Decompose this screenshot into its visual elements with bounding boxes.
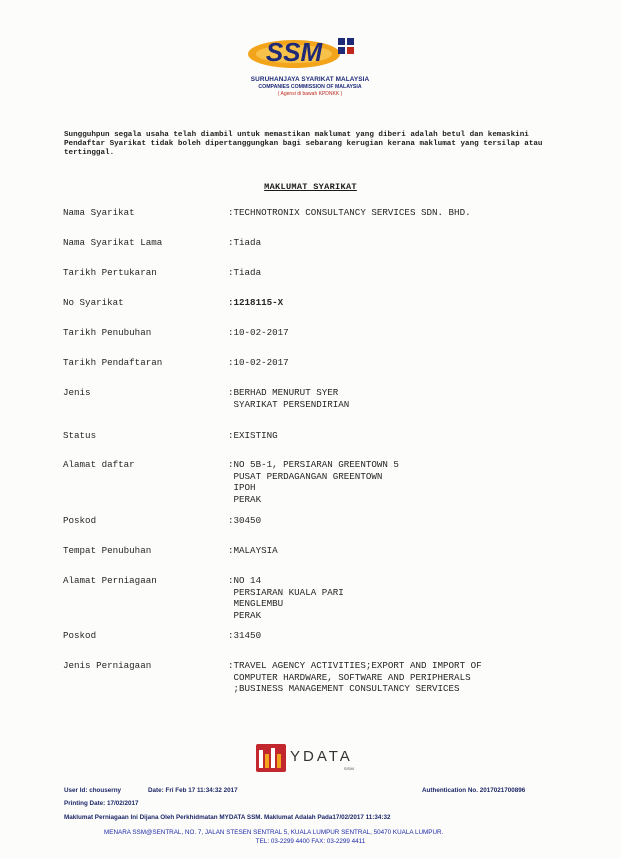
footer-contact: TEL: 03-2299 4400 FAX: 03-2299 4411 [255,838,366,845]
field-label-company-name: Nama Syarikat [63,207,135,218]
field-label-postcode-business: Poskod [63,630,97,641]
mydata-wordmark: YDATA [290,748,353,765]
field-value-old-name: :Tiada [228,237,262,248]
field-label-incorporation-date: Tarikh Penubuhan [63,327,152,338]
ssm-logo [230,28,390,108]
org-name-english: COMPANIES COMMISSION OF MALAYSIA [258,84,362,90]
field-value-postcode-registered: :30450 [228,515,262,526]
org-agency-note: ( Agensi di bawah KPDNKK ) [277,91,343,97]
footer-user-id: User Id: chouserny [64,787,122,794]
field-value-business-type: :TRAVEL AGENCY ACTIVITIES;EXPORT AND IMPORT OF COMPUTER HARDWARE, SOFTWARE AND PERIPHERALS ;BUSINESS MANAGEMENT CONSULTANCY SERVICES [228,660,482,694]
disclaimer-text: Sungguhpun segala usaha telah diambil untuk memastikan maklumat yang diberi adalah betul dan kemaskini Pendaftar Syarikat tidak boleh dipertanggungkan bagi sebarang kerugian kerana maklumat yang tersilap atau tertinggal. [64,131,543,157]
field-value-incorporation-date: :10-02-2017 [228,327,289,338]
field-label-status: Status [63,430,97,441]
field-label-registered-address: Alamat daftar [63,459,135,470]
field-label-business-type: Jenis Perniagaan [63,660,152,671]
footer-date: Date: Fri Feb 17 11:34:32 2017 [148,787,238,794]
field-value-registration-date: :10-02-2017 [228,357,289,368]
field-value-type: :BERHAD MENURUT SYER SYARIKAT PERSENDIRIAN [228,387,350,410]
field-label-registration-date: Tarikh Pendaftaran [63,357,163,368]
field-label-place-of-incorporation: Tempat Penubuhan [63,545,152,556]
svg-text:SSM: SSM [265,37,323,67]
field-label-postcode-registered: Poskod [63,515,97,526]
field-value-change-date: :Tiada [228,267,262,278]
org-name-malay: SURUHANJAYA SYARIKAT MALAYSIA [250,76,370,83]
mydata-logo [256,742,376,774]
field-value-place-of-incorporation: :MALAYSIA [228,545,278,556]
field-value-company-no: :1218115-X [228,297,284,308]
field-label-business-address: Alamat Perniagaan [63,575,157,586]
section-title-text: MAKLUMAT SYARIKAT [264,182,357,192]
field-value-company-name: :TECHNOTRONIX CONSULTANCY SERVICES SDN. BHD. [228,207,471,218]
section-title [0,176,621,194]
mydata-sub-label: SSM [344,766,355,771]
mydata-emblem-icon [256,744,286,772]
ssm-emblem-icon [244,28,360,74]
field-value-registered-address: :NO 5B-1, PERSIARAN GREENTOWN 5 PUSAT PERDAGANGAN GREENTOWN IPOH PERAK [228,459,399,505]
footer-printing-date: Printing Date: 17/02/2017 [64,800,139,807]
footer-generated-note: Maklumat Perniagaan Ini Dijana Oleh Perkhidmatan MYDATA SSM. Maklumat Adalah Pada17/02/2017 11:34:32 [64,814,391,821]
footer-authentication-no: Authentication No. 2017021700896 [422,787,526,794]
field-label-change-date: Tarikh Pertukaran [63,267,157,278]
field-value-status: :EXISTING [228,430,278,441]
field-label-type: Jenis [63,387,91,398]
field-value-business-address: :NO 14 PERSIARAN KUALA PARI MENGLEMBU PERAK [228,575,344,621]
footer-address: MENARA SSM@SENTRAL, NO. 7, JALAN STESEN SENTRAL 5, KUALA LUMPUR SENTRAL, 50470 KUALA LUMPUR. [104,829,444,836]
field-label-old-name: Nama Syarikat Lama [63,237,163,248]
field-value-postcode-business: :31450 [228,630,262,641]
field-label-company-no: No Syarikat [63,297,124,308]
